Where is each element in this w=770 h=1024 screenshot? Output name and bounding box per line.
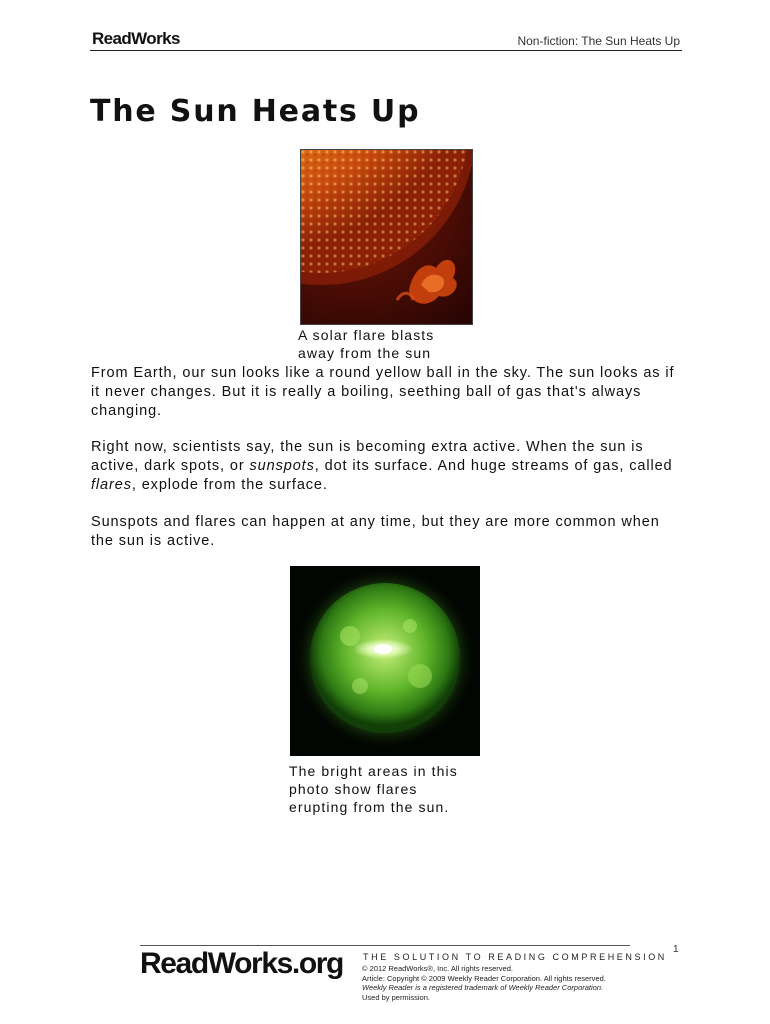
legal-line-4: Used by permission.	[362, 992, 430, 1002]
paragraph-2	[91, 438, 681, 495]
footer-tagline: THE SOLUTION TO READING COMPREHENSION	[363, 952, 667, 962]
figure1-caption	[298, 326, 473, 362]
figure1-caption-line2: away from the sun	[298, 345, 432, 361]
footer-legal	[362, 964, 662, 1002]
paragraph-3: Sunspots and flares can happen at any time, but they are more common when the sun is active.	[91, 514, 660, 549]
page-title: The Sun Heats Up	[90, 94, 421, 129]
paragraph-2-text-c: , explode from the surface.	[131, 477, 328, 493]
term-sunspots: sunspots	[249, 458, 315, 474]
document-label: Non-fiction: The Sun Heats Up	[517, 34, 680, 48]
footer-divider	[140, 945, 630, 946]
term-flares: flares	[91, 477, 132, 493]
footer-logo: ReadWorks.org	[140, 947, 343, 980]
paragraph-2-text-a: Right now, scientists say, the sun is becoming extra active. When the sun is active, dark spots, or	[91, 439, 644, 474]
paragraph-2-text-b: , dot its surface. And huge streams of gas, called	[314, 458, 673, 474]
green-sun-photo	[290, 566, 480, 756]
legal-line-1: © 2012 ReadWorks®, Inc. All rights reserved.	[362, 964, 513, 973]
legal-line-3: Weekly Reader is a registered trademark of Weekly Reader Corporation.	[362, 983, 604, 992]
legal-line-2: Article: Copyright © 2009 Weekly Reader Corporation. All rights reserved.	[362, 973, 606, 983]
figure2-caption-line3: erupting from the sun.	[289, 799, 450, 815]
figure1-caption-line1: A solar flare blasts	[298, 327, 435, 343]
page-number: 1	[673, 944, 679, 955]
solar-flare-image	[301, 150, 472, 324]
readworks-logo: ReadWorks	[92, 29, 180, 48]
green-sun-image	[290, 566, 480, 756]
paragraph-1: From Earth, our sun looks like a round yellow ball in the sky. The sun looks as if it never changes. But it is really a boiling, seething ball of gas that's always changing.	[91, 365, 675, 419]
figure2-caption-line2: photo show flares	[289, 781, 418, 797]
solar-flare-photo	[300, 149, 473, 325]
header-divider	[90, 50, 682, 51]
figure2-caption	[289, 762, 489, 816]
figure2-caption-line1: The bright areas in this	[289, 763, 458, 779]
